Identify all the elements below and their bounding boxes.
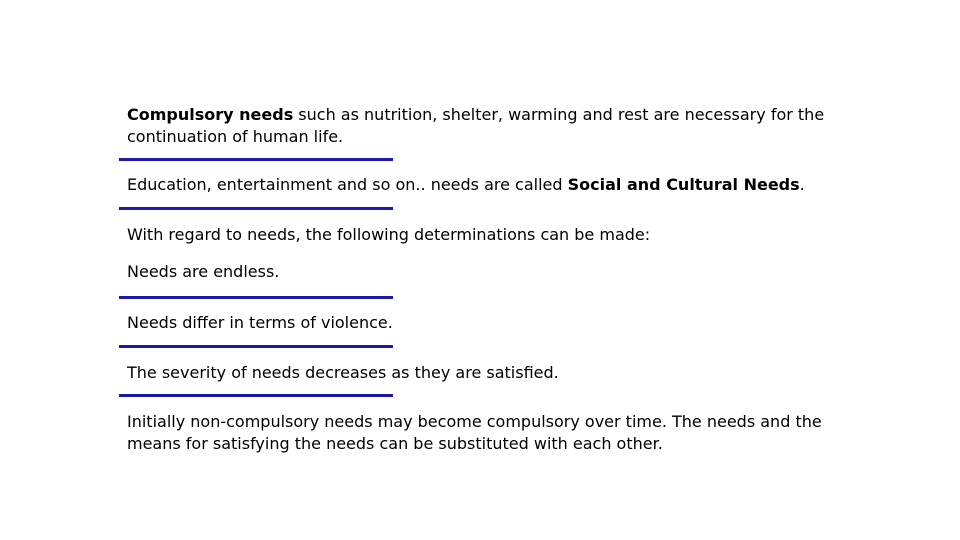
compulsory-needs-paragraph (127, 104, 847, 148)
social-cultural-needs-text: Education, entertainment and so on.. needs are called (127, 175, 568, 194)
divider-line (119, 158, 393, 161)
determination-violence: Needs differ in terms of violence. (127, 313, 393, 332)
divider-line (119, 207, 393, 210)
determination-severity: The severity of needs decreases as they are satisfied. (127, 363, 559, 382)
compulsory-needs-text: such as nutrition, shelter, warming and rest are necessary for the continuation of human life. (127, 105, 825, 146)
determination-substitution: Initially non-compulsory needs may become compulsory over time. The needs and the means for satisfying the needs can be substituted with each other. (127, 412, 822, 453)
divider-line (119, 394, 393, 397)
determination-endless: Needs are endless. (127, 262, 280, 281)
social-cultural-needs-term: Social and Cultural Needs (567, 175, 800, 194)
divider-line (119, 345, 393, 348)
social-cultural-needs-end: . (799, 175, 805, 194)
determinations-intro: With regard to needs, the following determinations can be made: (127, 225, 651, 244)
divider-line (119, 296, 393, 299)
compulsory-needs-term: Compulsory needs (127, 105, 294, 124)
social-cultural-needs-paragraph (127, 174, 847, 196)
